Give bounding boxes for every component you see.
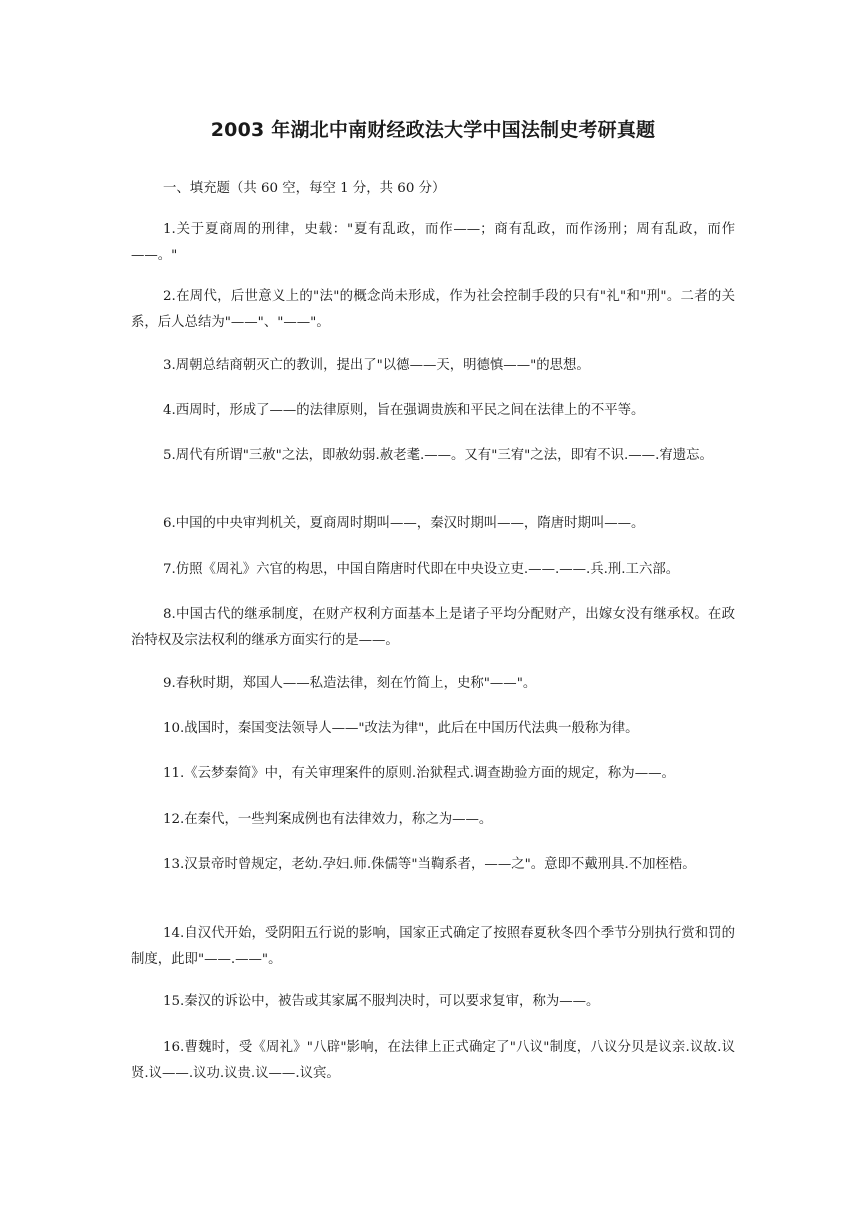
question-12: 12.在秦代，一些判案成例也有法律效力，称之为——。 <box>163 812 493 827</box>
question-8: 8.中国古代的继承制度，在财产权利方面基本上是诸子平均分配财产，出嫁女没有继承权。在政治特权及宗法权利的继承方面实行的是——。 <box>131 607 735 648</box>
question-14: 14.自汉代开始，受阴阳五行说的影响，国家正式确定了按照春夏秋冬四个季节分别执行赏和罚的制度，此即"——.——"。 <box>131 926 735 967</box>
question-3: 3.周朝总结商朝灭亡的教训，提出了"以德——天，明德慎——"的思想。 <box>163 358 590 373</box>
question-10: 10.战国时，秦国变法领导人——"改法为律"，此后在中国历代法典一般称为律。 <box>163 721 639 736</box>
question-7: 7.仿照《周礼》六官的构思，中国自隋唐时代即在中央设立吏.——.——.兵.刑.工六部。 <box>163 562 680 577</box>
question-5: 5.周代有所谓"三赦"之法，即赦幼弱.赦老耄.——。又有"三宥"之法，即宥不识.——.宥遗忘。 <box>163 448 713 463</box>
question-9: 9.春秋时期，郑国人——私造法律，刻在竹简上，史称"——"。 <box>163 676 537 691</box>
question-11: 11.《云梦秦简》中，有关审理案件的原则.治狱程式.调查勘验方面的规定，称为——。 <box>163 766 675 781</box>
question-1: 1.关于夏商周的刑律，史载："夏有乱政，而作——；商有乱政，而作汤刑；周有乱政，而作——。" <box>131 222 735 263</box>
question-16: 16.曹魏时，受《周礼》"八辟"影响，在法律上正式确定了"八议"制度，八议分贝是议亲.议故.议贤.议——.议功.议贵.议——.议宾。 <box>131 1040 735 1081</box>
document-title: 2003 年湖北中南财经政法大学中国法制史考研真题 <box>210 119 656 141</box>
section-heading: 一、填充题（共 60 空，每空 1 分，共 60 分） <box>163 181 446 196</box>
question-4: 4.西周时，形成了——的法律原则，旨在强调贵族和平民之间在法律上的不平等。 <box>163 403 645 418</box>
question-13: 13.汉景帝时曾规定，老幼.孕妇.师.侏儒等"当鞫系者，——之"。意即不戴刑具.不加桎梏。 <box>163 857 696 872</box>
question-6: 6.中国的中央审判机关，夏商周时期叫——，秦汉时期叫——，隋唐时期叫——。 <box>163 516 645 531</box>
question-2: 2.在周代，后世意义上的"法"的概念尚未形成，作为社会控制手段的只有"礼"和"刑"。二者的关系，后人总结为"——"、"——"。 <box>131 289 735 330</box>
question-15: 15.秦汉的诉讼中，被告或其家属不服判决时，可以要求复审，称为——。 <box>163 994 600 1009</box>
